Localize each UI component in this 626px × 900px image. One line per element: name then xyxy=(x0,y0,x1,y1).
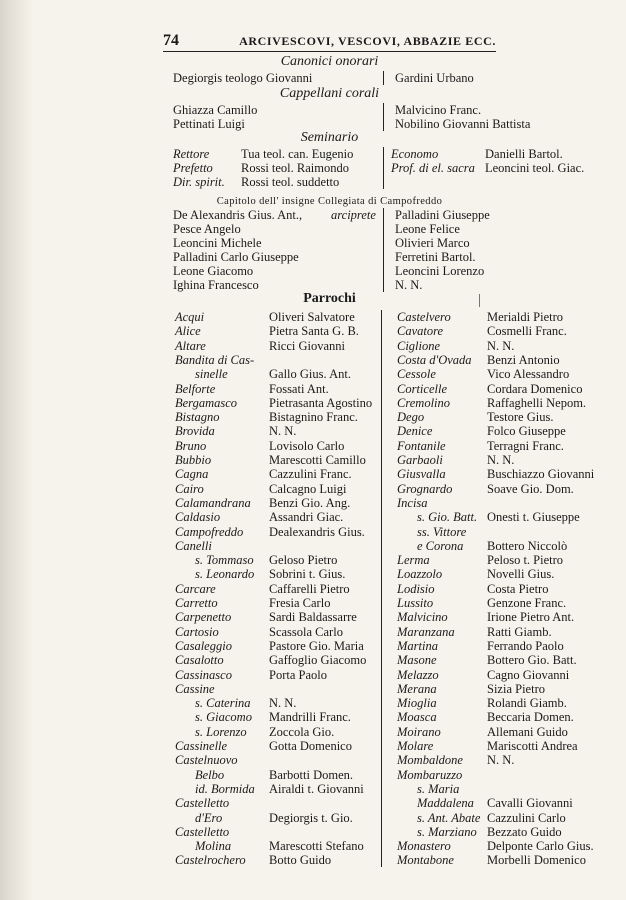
parish-place: Bubbio xyxy=(175,453,212,467)
section-title-capitolo: Capitolo dell' insigne Collegiata di Campofreddo xyxy=(216,196,443,207)
parish-row xyxy=(163,825,381,839)
parish-row xyxy=(163,696,381,710)
role: Prefetto xyxy=(173,161,213,175)
parish-place: Mombaruzzo xyxy=(397,767,463,782)
parish-place: s. Marziano xyxy=(417,824,477,839)
parish-place: Carpenetto xyxy=(175,610,232,625)
parish-row xyxy=(385,725,625,739)
parish-row xyxy=(163,353,381,367)
column-divider xyxy=(383,147,384,189)
seminario-left xyxy=(163,175,381,189)
parish-priest: Beccaria Domen. xyxy=(487,710,574,725)
parish-row xyxy=(163,339,381,353)
parish-place: e Corona xyxy=(417,538,464,553)
capitolo-left xyxy=(163,236,381,250)
parish-priest: Cazzulini Franc. xyxy=(269,467,352,482)
parish-priest: Marescotti Stefano xyxy=(269,839,364,854)
parish-place: Masone xyxy=(397,653,437,668)
name: Pettinati Luigi xyxy=(173,117,245,131)
parish-priest: Ratti Giamb. xyxy=(487,624,552,639)
parish-priest: Marescotti Camillo xyxy=(269,453,366,467)
parish-place: s. Leonardo xyxy=(195,567,255,582)
parish-row xyxy=(163,453,381,467)
parish-place: Cavatore xyxy=(397,324,444,339)
capitolo-left xyxy=(163,250,381,264)
parish-priest: Airaldi t. Giovanni xyxy=(269,781,364,796)
parish-place: Caldasio xyxy=(175,510,221,525)
parish-priest: Sardi Baldassarre xyxy=(269,610,357,625)
parish-place: Martina xyxy=(397,638,438,653)
parish-place: Costa d'Ovada xyxy=(397,352,472,367)
parish-priest: N. N. xyxy=(487,753,515,768)
parish-row xyxy=(163,382,381,396)
parish-row xyxy=(385,553,625,567)
parish-priest: Barbotti Domen. xyxy=(269,767,354,782)
capitolo-right xyxy=(385,264,625,278)
parish-priest: Sizia Pietro xyxy=(487,681,545,696)
parish-priest: N. N. xyxy=(487,453,515,467)
parish-row xyxy=(163,525,381,539)
parish-place: id. Bormida xyxy=(195,781,255,796)
parish-place: s. Tommaso xyxy=(195,553,254,568)
parish-place: Incisa xyxy=(397,495,428,510)
parish-place: Carretto xyxy=(175,596,218,610)
parish-row xyxy=(385,510,625,524)
name: Pesce Angelo xyxy=(173,222,241,236)
parish-priest: Merialdi Pietro xyxy=(487,310,564,324)
name: Ighina Francesco xyxy=(173,278,259,292)
name: Degiorgis teologo Giovanni xyxy=(173,71,313,85)
parish-place: s. Ant. Abate xyxy=(417,810,481,825)
parish-row xyxy=(385,768,625,782)
parish-row xyxy=(163,739,381,753)
parish-place: Molare xyxy=(397,739,434,753)
parish-place: Bergamasco xyxy=(175,395,238,410)
parish-place: Cartosio xyxy=(175,624,219,639)
parish-row xyxy=(163,710,381,724)
parish-row xyxy=(385,496,625,510)
role: Rettore xyxy=(173,147,210,161)
parish-priest: Cosmelli Franc. xyxy=(487,324,567,339)
role: Economo xyxy=(391,147,439,161)
parish-priest: Cordara Domenico xyxy=(487,381,583,396)
parish-row xyxy=(385,439,625,453)
parish-priest: Bistagnino Franc. xyxy=(269,410,358,425)
parish-place: Cassinelle xyxy=(175,739,228,753)
cappellano-right xyxy=(385,103,625,117)
parish-place: Bistagno xyxy=(175,410,220,425)
parish-priest: Caffarelli Pietro xyxy=(269,581,350,596)
parish-priest: Fossati Ant. xyxy=(269,381,329,396)
parish-place: Ciglione xyxy=(397,338,441,353)
parish-priest: Costa Pietro xyxy=(487,581,549,596)
parish-priest: Folco Giuseppe xyxy=(487,424,566,439)
parish-place: Maranzana xyxy=(397,624,455,639)
page-gutter-shadow xyxy=(0,0,34,900)
seminario-right xyxy=(385,161,625,175)
parish-place: ss. Vittore xyxy=(417,524,467,539)
page-number: 74 xyxy=(163,32,179,49)
parish-priest: Lovisolo Carlo xyxy=(269,438,345,453)
parish-priest: Gallo Gius. Ant. xyxy=(269,367,351,382)
cappellano-left xyxy=(163,103,381,117)
parish-priest: Gaffoglio Giacomo xyxy=(269,653,367,668)
parish-row xyxy=(163,796,381,810)
name: Leoncini Michele xyxy=(173,236,262,250)
parish-place: Casaleggio xyxy=(175,638,232,653)
parish-place: Castelletto xyxy=(175,796,230,811)
capitolo-right xyxy=(385,250,625,264)
parish-priest: Zoccola Gio. xyxy=(269,724,335,739)
parish-row xyxy=(163,496,381,510)
parish-row xyxy=(385,324,625,338)
parish-place: d'Ero xyxy=(195,810,223,825)
cappellano-left xyxy=(163,117,381,131)
parish-row xyxy=(385,839,625,853)
parish-priest: Gotta Domenico xyxy=(269,739,352,753)
name: Danielli Bartol. xyxy=(485,147,563,161)
parish-priest: Assandri Giac. xyxy=(269,510,344,525)
parish-priest: Soave Gio. Dom. xyxy=(487,481,574,496)
parish-row xyxy=(385,567,625,581)
parish-row xyxy=(163,324,381,338)
name: Ferretini Bartol. xyxy=(395,250,476,264)
column-divider xyxy=(381,310,382,867)
name: Leone Felice xyxy=(395,222,460,236)
parish-row xyxy=(163,639,381,653)
parish-row xyxy=(385,453,625,467)
parish-priest: Terragni Franc. xyxy=(487,438,564,453)
name: Leoncini Lorenzo xyxy=(395,264,485,278)
parish-priest: Pietra Santa G. B. xyxy=(269,324,359,339)
parish-row xyxy=(163,424,381,438)
parish-place: Maddalena xyxy=(417,796,474,811)
parish-row xyxy=(163,668,381,682)
parish-row xyxy=(385,625,625,639)
capitolo-left xyxy=(163,278,381,292)
capitolo-right xyxy=(385,278,625,292)
parish-row xyxy=(385,782,625,796)
name: Rossi teol. suddetto xyxy=(241,175,340,189)
note: arciprete xyxy=(331,208,376,222)
parish-place: Alice xyxy=(175,324,201,339)
parish-priest: Delponte Carlo Gius. xyxy=(487,839,594,854)
parish-priest: Ferrando Paolo xyxy=(487,638,564,653)
parish-priest: Cavalli Giovanni xyxy=(487,796,573,811)
parish-row xyxy=(163,853,381,867)
parish-place: Castelrochero xyxy=(175,853,246,868)
parish-priest: Cazzulini Carlo xyxy=(487,810,566,825)
parish-priest: Pietrasanta Agostino xyxy=(269,395,373,410)
name: Leoncini teol. Giac. xyxy=(485,161,585,175)
name: De Alexandris Gius. Ant., xyxy=(173,208,303,222)
name: Palladini Carlo Giuseppe xyxy=(173,250,299,264)
parish-place: Casalotto xyxy=(175,653,224,668)
parish-place: Montabone xyxy=(397,853,454,868)
parish-row xyxy=(163,682,381,696)
parish-place: Mombaldone xyxy=(397,753,463,768)
parish-place: s. Caterina xyxy=(195,696,251,711)
parish-priest: Genzone Franc. xyxy=(487,596,567,610)
parish-priest: Raffaghelli Nepom. xyxy=(487,395,587,410)
parish-place: Corticelle xyxy=(397,381,447,396)
parish-row xyxy=(385,739,625,753)
parish-priest: Buschiazzo Giovanni xyxy=(487,467,595,482)
parish-row xyxy=(163,610,381,624)
parish-row xyxy=(385,696,625,710)
running-header xyxy=(163,32,496,50)
capitolo-left xyxy=(163,208,381,222)
canonico-right xyxy=(385,71,625,85)
parish-row xyxy=(385,825,625,839)
parish-place: Castelletto xyxy=(175,824,230,839)
parish-priest: Rolandi Giamb. xyxy=(487,696,567,711)
seminario-right xyxy=(385,147,625,161)
parish-row xyxy=(385,367,625,381)
parish-priest: Vico Alessandro xyxy=(487,367,570,382)
running-title: ARCIVESCOVI, VESCOVI, ABBAZIE ECC. xyxy=(239,34,496,48)
parish-row xyxy=(385,796,625,810)
parish-place: Merana xyxy=(397,681,437,696)
column-divider xyxy=(383,103,384,131)
column-divider xyxy=(383,71,384,85)
capitolo-right xyxy=(385,208,625,222)
parish-place: Moasca xyxy=(397,710,437,725)
parish-priest: N. N. xyxy=(487,338,515,353)
canonico-left xyxy=(163,71,381,85)
parish-row xyxy=(385,382,625,396)
parish-place: Lerma xyxy=(397,553,430,568)
parish-row xyxy=(385,610,625,624)
parish-row xyxy=(385,853,625,867)
parish-place: Cassinasco xyxy=(175,667,232,682)
parish-priest: Novelli Gius. xyxy=(487,567,555,582)
name: Leone Giacomo xyxy=(173,264,254,278)
name: Gardini Urbano xyxy=(395,71,474,85)
parish-priest: Mariscotti Andrea xyxy=(487,739,578,753)
parish-place: Lodisio xyxy=(397,581,435,596)
parish-place: Denice xyxy=(397,424,433,439)
parish-row xyxy=(385,482,625,496)
seminario-left xyxy=(163,161,381,175)
parish-priest: Peloso t. Pietro xyxy=(487,553,564,568)
parish-priest: Fresia Carlo xyxy=(269,596,331,610)
parish-row xyxy=(385,710,625,724)
parish-priest: Pastore Gio. Maria xyxy=(269,638,364,653)
parish-row xyxy=(163,753,381,767)
parish-place: Cremolino xyxy=(397,395,451,410)
parish-place: Cagna xyxy=(175,467,209,482)
column-divider xyxy=(383,208,384,292)
parish-place: Belbo xyxy=(195,767,225,782)
parish-row xyxy=(385,424,625,438)
name: Olivieri Marco xyxy=(395,236,470,250)
parish-place: Campofreddo xyxy=(175,524,244,539)
parish-row xyxy=(385,582,625,596)
parish-priest: Scassola Carlo xyxy=(269,624,343,639)
parish-row xyxy=(163,410,381,424)
parish-row xyxy=(163,467,381,481)
name: Rossi teol. Raimondo xyxy=(241,161,349,175)
parish-row xyxy=(163,725,381,739)
parish-row xyxy=(163,625,381,639)
parish-row xyxy=(163,582,381,596)
parish-place: Mioglia xyxy=(397,696,437,711)
parish-priest: Mandrilli Franc. xyxy=(269,710,351,725)
parish-priest: Dealexandris Gius. xyxy=(269,524,365,539)
parish-place: Lussito xyxy=(397,596,434,610)
parish-row xyxy=(385,353,625,367)
section-title-parrochi: Parrochi xyxy=(303,291,356,306)
parish-row xyxy=(163,482,381,496)
capitolo-left xyxy=(163,222,381,236)
cappellano-right xyxy=(385,117,625,131)
parish-place: s. Lorenzo xyxy=(195,724,247,739)
parish-row xyxy=(163,439,381,453)
parish-place: Belforte xyxy=(175,381,216,396)
name: Ghiazza Camillo xyxy=(173,103,258,117)
parish-priest: N. N. xyxy=(269,696,297,711)
parish-row xyxy=(163,653,381,667)
parish-row xyxy=(385,525,625,539)
parish-priest: Calcagno Luigi xyxy=(269,481,347,496)
title-mark xyxy=(479,294,480,307)
parish-place: Molina xyxy=(195,839,232,854)
parish-row xyxy=(163,768,381,782)
parish-row xyxy=(163,510,381,524)
parish-priest: Onesti t. Giuseppe xyxy=(487,510,580,525)
seminario-left xyxy=(163,147,381,161)
parish-place: Fontanile xyxy=(397,438,446,453)
role: Prof. di el. sacra xyxy=(391,161,475,175)
capitolo-left xyxy=(163,264,381,278)
parish-row xyxy=(163,839,381,853)
name: Palladini Giuseppe xyxy=(395,208,490,222)
parish-row xyxy=(163,782,381,796)
parish-place: Brovida xyxy=(175,424,215,439)
parish-place: sinelle xyxy=(195,367,228,382)
parish-place: Cessole xyxy=(397,367,436,382)
parish-place: Cairo xyxy=(175,481,204,496)
parish-priest: Bottero Niccolò xyxy=(487,538,568,553)
parish-priest: Cagno Giovanni xyxy=(487,667,570,682)
parish-row xyxy=(163,396,381,410)
parish-priest: Allemani Guido xyxy=(487,724,568,739)
name: Nobilino Giovanni Battista xyxy=(395,117,531,131)
parish-place: Cassine xyxy=(175,681,215,696)
parish-row xyxy=(163,310,381,324)
parish-priest: Degiorgis t. Gio. xyxy=(269,810,353,825)
parish-place: Carcare xyxy=(175,581,216,596)
parish-place: Garbaoli xyxy=(397,453,443,467)
parish-place: Grognardo xyxy=(397,481,453,496)
parish-place: Malvicino xyxy=(397,610,448,625)
parish-place: Loazzolo xyxy=(397,567,443,582)
parish-priest: Morbelli Domenico xyxy=(487,853,586,868)
capitolo-right xyxy=(385,236,625,250)
parish-priest: Irione Pietro Ant. xyxy=(487,610,575,625)
section-title-seminario: Seminario xyxy=(300,130,359,145)
parish-row xyxy=(385,339,625,353)
parish-row xyxy=(385,396,625,410)
parish-place: Canelli xyxy=(175,538,212,553)
parish-row xyxy=(163,539,381,553)
parish-priest: Bezzato Guido xyxy=(487,824,562,839)
header-rule xyxy=(163,51,496,52)
parish-place: s. Gio. Batt. xyxy=(417,510,478,525)
name: Malvicino Franc. xyxy=(395,103,482,117)
name: N. N. xyxy=(395,278,423,292)
parish-row xyxy=(385,682,625,696)
parish-row xyxy=(163,596,381,610)
section-title-canonici-onorari: Canonici onorari xyxy=(280,54,379,69)
parish-row xyxy=(163,553,381,567)
parish-place: Giusvalla xyxy=(397,467,446,482)
parish-place: Dego xyxy=(397,410,425,425)
parish-priest: Benzi Gio. Ang. xyxy=(269,495,351,510)
parish-row xyxy=(385,811,625,825)
parish-priest: Oliveri Salvatore xyxy=(269,310,355,324)
parish-place: Acqui xyxy=(175,310,205,324)
parish-priest: Testore Gius. xyxy=(487,410,554,425)
parish-place: Monastero xyxy=(397,839,451,854)
parish-place: Melazzo xyxy=(397,667,439,682)
role: Dir. spirit. xyxy=(173,175,225,189)
parish-priest: Geloso Pietro xyxy=(269,553,338,568)
parish-priest: Ricci Giovanni xyxy=(269,338,346,353)
parish-priest: Sobrini t. Gius. xyxy=(269,567,346,582)
parish-priest: Botto Guido xyxy=(269,853,332,868)
parish-row xyxy=(163,367,381,381)
parish-row xyxy=(385,410,625,424)
parish-place: Castelnuovo xyxy=(175,753,238,768)
parish-row xyxy=(163,567,381,581)
parish-row xyxy=(385,596,625,610)
parish-priest: Benzi Antonio xyxy=(487,352,560,367)
parish-place: Moirano xyxy=(397,724,441,739)
parish-row xyxy=(385,668,625,682)
parish-place: s. Maria xyxy=(417,781,460,796)
parish-priest: Porta Paolo xyxy=(269,667,327,682)
capitolo-right xyxy=(385,222,625,236)
parish-row xyxy=(385,639,625,653)
parish-place: Altare xyxy=(175,338,206,353)
parish-priest: N. N. xyxy=(269,424,297,439)
parish-row xyxy=(385,753,625,767)
parish-place: Castelvero xyxy=(397,310,451,324)
parish-row xyxy=(385,467,625,481)
parish-place: Bruno xyxy=(175,438,207,453)
parish-place: Calamandrana xyxy=(175,495,251,510)
parish-row xyxy=(385,539,625,553)
parish-row xyxy=(385,310,625,324)
parish-priest: Bottero Gio. Batt. xyxy=(487,653,577,668)
section-title-cappellani-corali: Cappellani corali xyxy=(279,86,380,101)
parish-place: s. Giacomo xyxy=(195,710,252,725)
parish-row xyxy=(163,811,381,825)
parish-place: Bandita di Cas- xyxy=(175,352,255,367)
parish-row xyxy=(385,653,625,667)
name: Tua teol. can. Eugenio xyxy=(241,147,354,161)
